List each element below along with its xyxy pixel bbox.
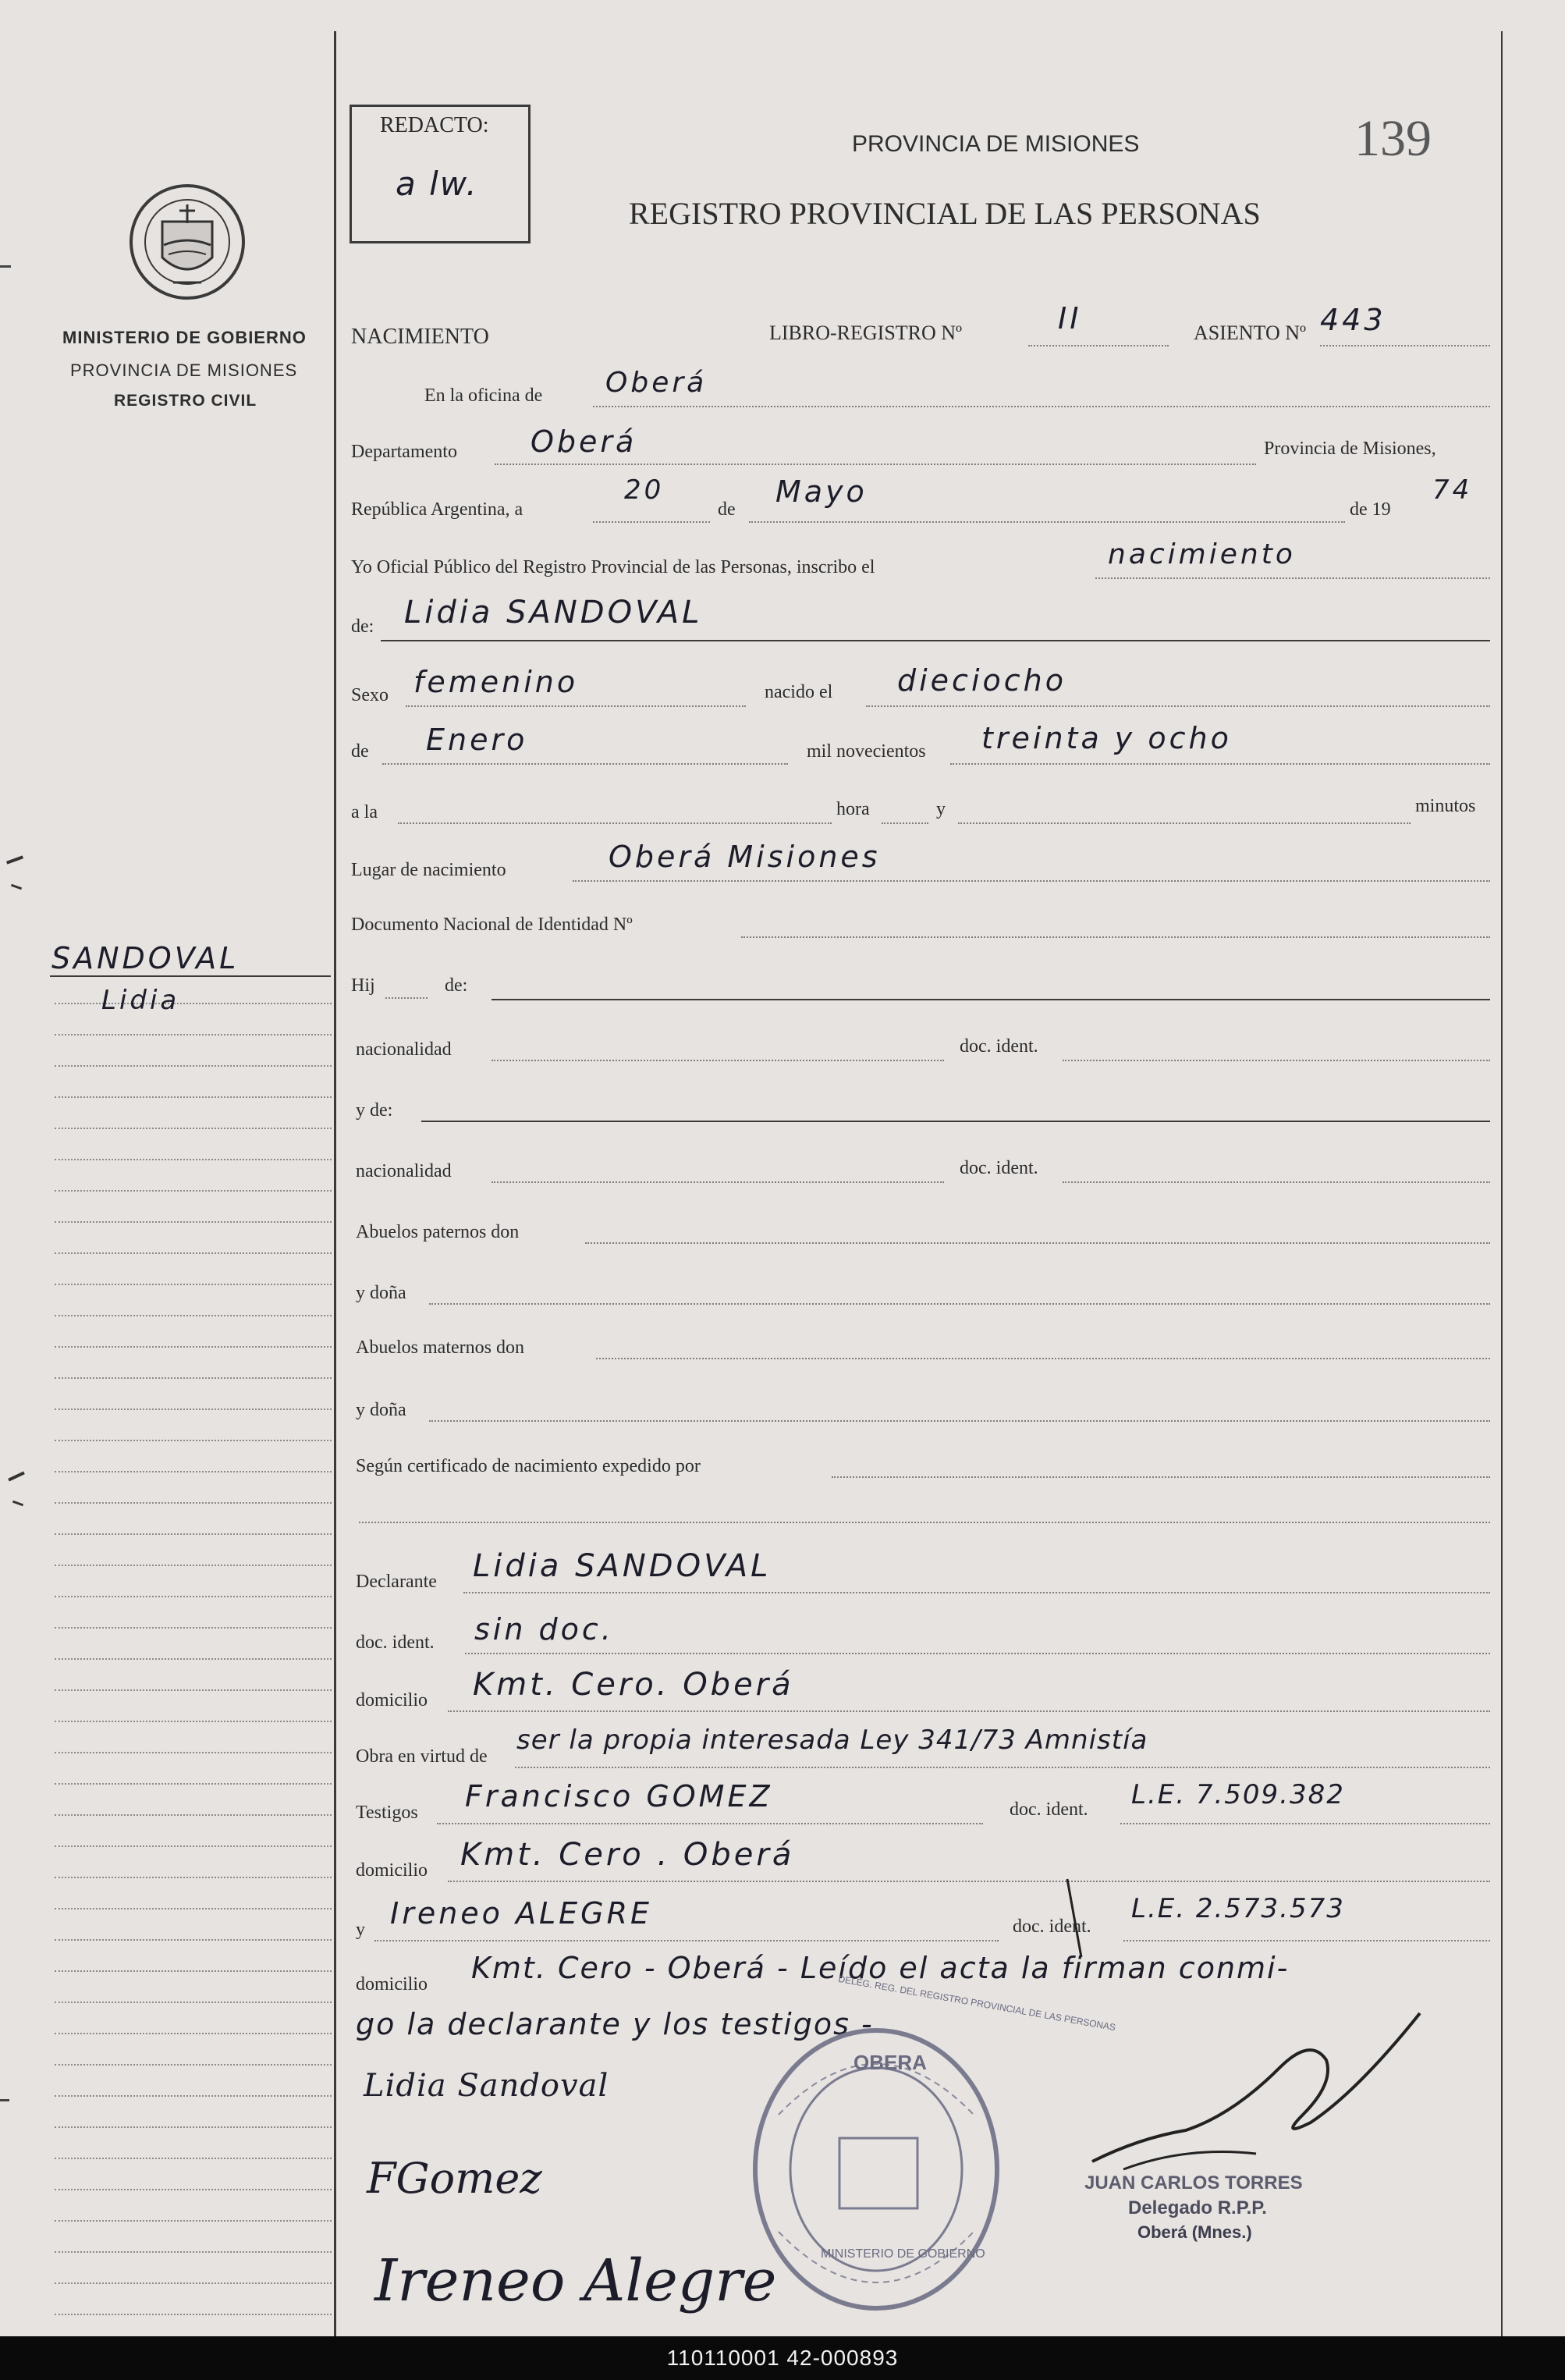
edge-mark: [0, 2099, 9, 2101]
asiento-value: 443: [1320, 303, 1386, 337]
header-province: PROVINCIA DE MISIONES: [852, 131, 1140, 157]
stamp-ring-text: DELEG. REG. DEL REGISTRO PROVINCIAL DE LAS PERSONAS: [837, 1973, 1117, 2034]
y-de-label: y de:: [356, 1100, 393, 1121]
a-la-label: a la: [351, 802, 378, 822]
signature-testigo2: Ireneo Alegre: [374, 2247, 777, 2314]
mil-label: mil novecientos: [807, 741, 926, 762]
edge-mark: [8, 1472, 25, 1482]
testigos-label: Testigos: [356, 1803, 418, 1823]
minutos-label: minutos: [1415, 796, 1476, 816]
domicilio-value: Kmt. Cero. Oberá: [473, 1667, 794, 1703]
margin-given-name: Lidia: [101, 985, 180, 1016]
nacido-value: dieciocho: [897, 663, 1066, 698]
hij-de-label: de:: [445, 975, 468, 996]
departamento-label: Departamento: [351, 442, 457, 462]
seal-ministry: MINISTERIO DE GOBIERNO: [62, 328, 307, 347]
nacido-label: nacido el: [765, 682, 833, 702]
sexo-value: femenino: [413, 665, 579, 699]
abuelos-paternos-label: Abuelos paternos don: [356, 1222, 520, 1242]
seal-province: PROVINCIA DE MISIONES: [70, 361, 298, 380]
margin-underline: [50, 975, 331, 977]
doc-t2-value: L.E. 2.573.573: [1131, 1893, 1345, 1924]
oficina-label: En la oficina de: [424, 385, 543, 406]
de2-label: de: [351, 741, 369, 762]
hora-label: hora: [836, 799, 870, 819]
redacto-label: REDACTO:: [380, 113, 489, 137]
asiento-label: ASIENTO Nº: [1194, 321, 1307, 344]
oficial-value: nacimiento: [1108, 538, 1296, 570]
de19-label: de 19: [1350, 499, 1391, 520]
mil-value: treinta y ocho: [981, 721, 1232, 755]
signature-declarante: Lidia Sandoval: [364, 2068, 609, 2104]
y2-label: y: [356, 1920, 365, 1940]
obra-value: ser la propia interesada Ley 341/73 Amnistía: [516, 1725, 1148, 1756]
doc-ident2-label: doc. ident.: [960, 1158, 1038, 1178]
declarante-label: Declarante: [356, 1572, 437, 1592]
doc-ident-label: doc. ident.: [960, 1036, 1038, 1057]
provincia-label: Provincia de Misiones,: [1264, 439, 1436, 459]
edge-mark: [11, 884, 22, 890]
y-dona2-label: y doña: [356, 1400, 406, 1420]
coat-of-arms-seal: [125, 173, 250, 314]
delegate-signature: [1077, 1998, 1451, 2185]
delegate-name: JUAN CARLOS TORRES: [1084, 2172, 1303, 2194]
oficina-value: Oberá: [605, 367, 708, 399]
republica-label: República Argentina, a: [351, 499, 523, 520]
dni-label: Documento Nacional de Identidad Nº: [351, 915, 633, 935]
testigo1-value: Francisco GOMEZ: [465, 1779, 773, 1813]
registrant-name: Lidia SANDOVAL: [404, 595, 703, 631]
page-title: REGISTRO PROVINCIAL DE LAS PERSONAS: [629, 196, 1261, 231]
delegate-place: Oberá (Mnes.): [1137, 2222, 1252, 2242]
redacto-box: [350, 105, 531, 243]
pen-stroke: [1064, 1876, 1088, 1962]
domicilio-t1-value: Kmt. Cero . Oberá: [460, 1837, 795, 1873]
month-value: Mayo: [775, 474, 868, 509]
edge-mark: [0, 265, 11, 268]
libro-label: LIBRO-REGISTRO Nº: [769, 321, 963, 344]
de-colon-label: de:: [351, 616, 374, 637]
sexo-label: Sexo: [351, 685, 389, 705]
right-border: [1501, 31, 1503, 2336]
stamp-center-text: OBERA: [853, 2051, 927, 2074]
delegate-role: Delegado R.P.P.: [1128, 2197, 1267, 2218]
page-number: 139: [1354, 110, 1432, 167]
y-dona-label: y doña: [356, 1283, 406, 1303]
doc-decl-label: doc. ident.: [356, 1632, 435, 1653]
stamp-bottom-text: MINISTERIO DE GOBIERNO: [821, 2247, 985, 2261]
obra-label: Obra en virtud de: [356, 1746, 488, 1767]
domicilio-t1-label: domicilio: [356, 1860, 428, 1881]
doc-decl-value: sin doc.: [474, 1612, 614, 1646]
signature-testigo1: FGomez: [367, 2154, 542, 2203]
birth-month-value: Enero: [426, 723, 528, 757]
domicilio-t2-label: domicilio: [356, 1974, 428, 1995]
testigo2-value: Ireneo ALEGRE: [390, 1896, 653, 1931]
doc-t1-label: doc. ident.: [1010, 1799, 1088, 1820]
y-label: y: [936, 799, 946, 819]
edge-mark: [12, 1501, 23, 1507]
departamento-value: Oberá: [531, 424, 637, 459]
margin-surname: SANDOVAL: [51, 941, 240, 975]
form-type-label: NACIMIENTO: [351, 325, 489, 349]
hij-label: Hij: [351, 975, 375, 996]
domicilio-t2-value: Kmt. Cero - Oberá - Leído el acta la firman conmi-: [471, 1951, 1290, 1985]
margin-border: [334, 31, 336, 2336]
year-value: 74: [1432, 474, 1473, 506]
continuation-value: go la declarante y los testigos.-: [356, 2007, 874, 2041]
oficial-label: Yo Oficial Público del Registro Provincial de las Personas, inscribo el: [351, 557, 875, 577]
nacionalidad2-label: nacionalidad: [356, 1161, 452, 1181]
redacto-initials: a lw.: [396, 165, 478, 203]
doc-t1-value: L.E. 7.509.382: [1131, 1779, 1345, 1810]
seal-office: REGISTRO CIVIL: [114, 392, 257, 410]
libro-value: II: [1058, 301, 1082, 336]
segun-label: Según certificado de nacimiento expedido por: [356, 1456, 701, 1476]
de-label: de: [718, 499, 736, 520]
edge-mark: [6, 855, 23, 864]
domicilio-label: domicilio: [356, 1690, 428, 1710]
declarante-value: Lidia SANDOVAL: [473, 1548, 772, 1584]
archive-code-footer: 110110001 42-000893: [0, 2336, 1565, 2380]
lugar-label: Lugar de nacimiento: [351, 860, 506, 880]
abuelos-maternos-label: Abuelos maternos don: [356, 1337, 524, 1358]
nacionalidad-label: nacionalidad: [356, 1039, 452, 1060]
lugar-value: Oberá Misiones: [609, 840, 881, 874]
doc-t2-label: doc. ident.: [1013, 1916, 1091, 1937]
day-value: 20: [624, 474, 665, 506]
